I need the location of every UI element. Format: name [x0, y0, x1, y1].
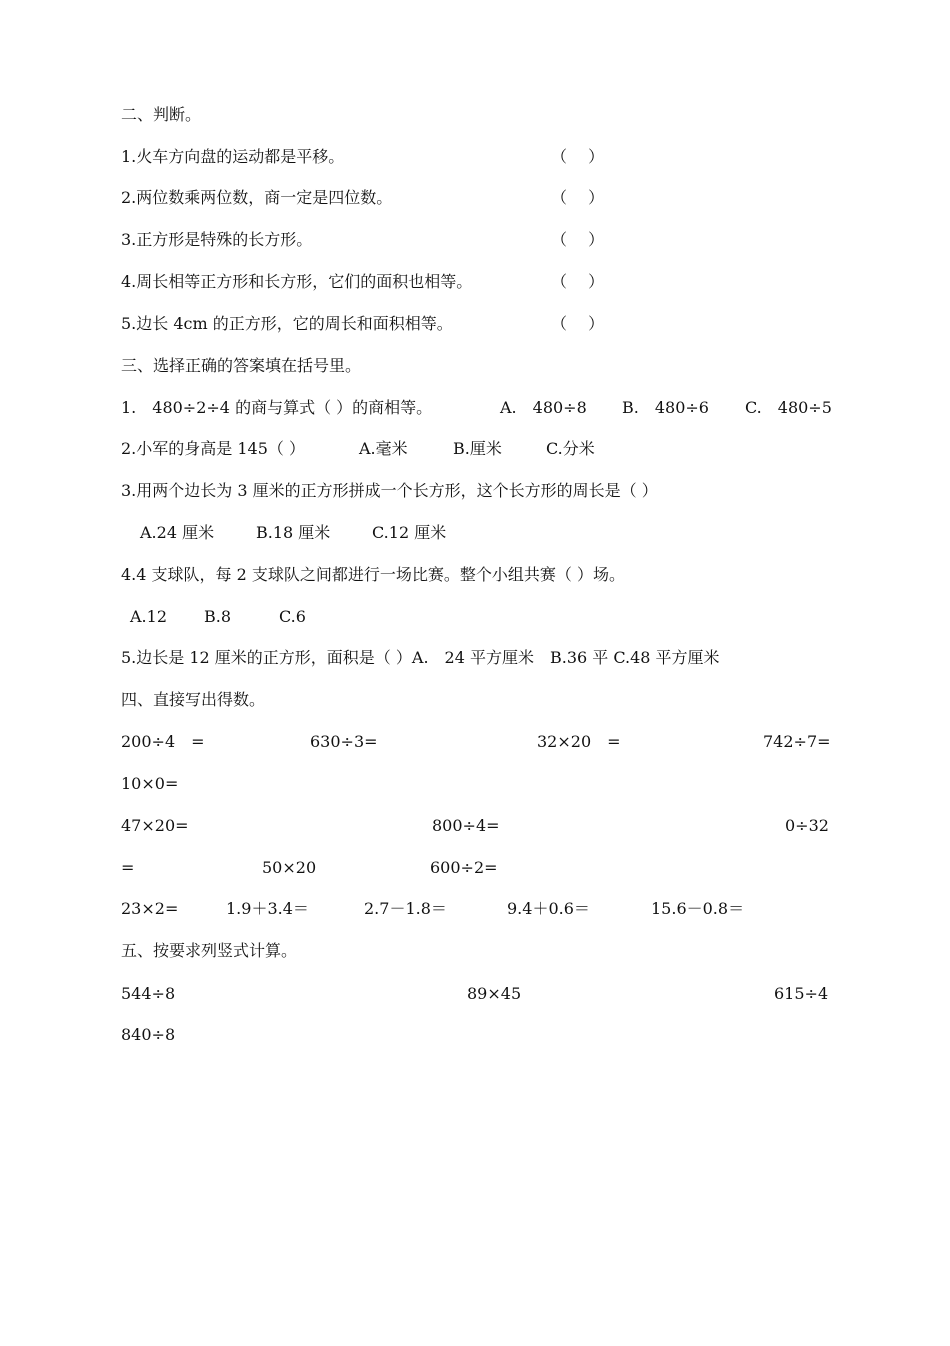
option-c: C. 480÷5: [745, 398, 832, 417]
choice-question-4: 4.4 支球队，每 2 支球队之间都进行一场比赛。整个小组共赛（ ）场。: [121, 565, 625, 584]
option-b: B.8: [204, 607, 232, 626]
option-b: B.18 厘米: [256, 523, 331, 542]
option-c: C.6: [279, 607, 306, 626]
option-b: B.厘米: [453, 439, 502, 458]
option-a: A.12: [130, 607, 167, 626]
option-a: A.毫米: [359, 439, 408, 458]
answer-bracket: （ ）: [551, 147, 605, 166]
answer-bracket: （ ）: [551, 272, 605, 291]
choice-question-3: 3.用两个边长为 3 厘米的正方形拼成一个长方形，这个长方形的周长是（ ）: [121, 481, 658, 500]
judge-item-2: 2.两位数乘两位数，商一定是四位数。 （ ）: [121, 186, 830, 210]
section-4-title: 四、直接写出得数。: [121, 690, 266, 709]
section-2-title: 二、判断。: [121, 105, 202, 124]
choice-question-2: 2.小军的身高是 145（ ） A.毫米 B.厘米 C.分米: [121, 437, 830, 461]
judge-item-4: 4.周长相等正方形和长方形，它们的面积也相等。 （ ）: [121, 270, 830, 294]
vertical-calc-row-2: 840÷8: [121, 1025, 176, 1044]
option-a: A.24 厘米: [140, 523, 215, 542]
option-a: A. 480÷8: [500, 398, 587, 417]
mental-math-row-2: 10×0=: [121, 774, 179, 793]
choice-question-4-options: [121, 605, 830, 629]
mental-math-row-3: 47×20= 800÷4= 0÷32: [121, 816, 829, 835]
answer-bracket: （ ）: [551, 314, 605, 333]
choice-question-3-options: [121, 521, 830, 545]
judge-item-1: 1.火车方向盘的运动都是平移。 （ ）: [121, 145, 830, 169]
judge-item-5: 5.边长 4cm 的正方形，它的周长和面积相等。 （ ）: [121, 312, 830, 336]
judge-item-3: 3.正方形是特殊的长方形。 （ ）: [121, 228, 830, 252]
answer-bracket: （ ）: [551, 230, 605, 249]
vertical-calc-row-1: 544÷8 89×45 615÷4: [121, 984, 829, 1003]
choice-question-1: 1. 480÷2÷4 的商与算式（ ）的商相等。 A. 480÷8 B. 480÷6 C. 480÷5: [121, 396, 830, 420]
mental-math-row-1: 200÷4 = 630÷3= 32×20 = 742÷7=: [121, 732, 831, 751]
mental-math-row-4: = 50×20 600÷2=: [121, 858, 498, 877]
option-b: B. 480÷6: [622, 398, 709, 417]
choice-question-5: 5.边长是 12 厘米的正方形，面积是（ ）A. 24 平方厘米 B.36 平 C.48 平方厘米: [121, 648, 720, 667]
answer-bracket: （ ）: [551, 188, 605, 207]
section-3-title: 三、选择正确的答案填在括号里。: [121, 356, 362, 375]
option-c: C.分米: [546, 439, 595, 458]
option-c: C.12 厘米: [372, 523, 447, 542]
section-5-title: 五、按要求列竖式计算。: [121, 941, 298, 960]
mental-math-row-5: 23×2= 1.9＋3.4＝ 2.7－1.8＝ 9.4＋0.6＝ 15.6－0.8＝: [121, 899, 745, 918]
